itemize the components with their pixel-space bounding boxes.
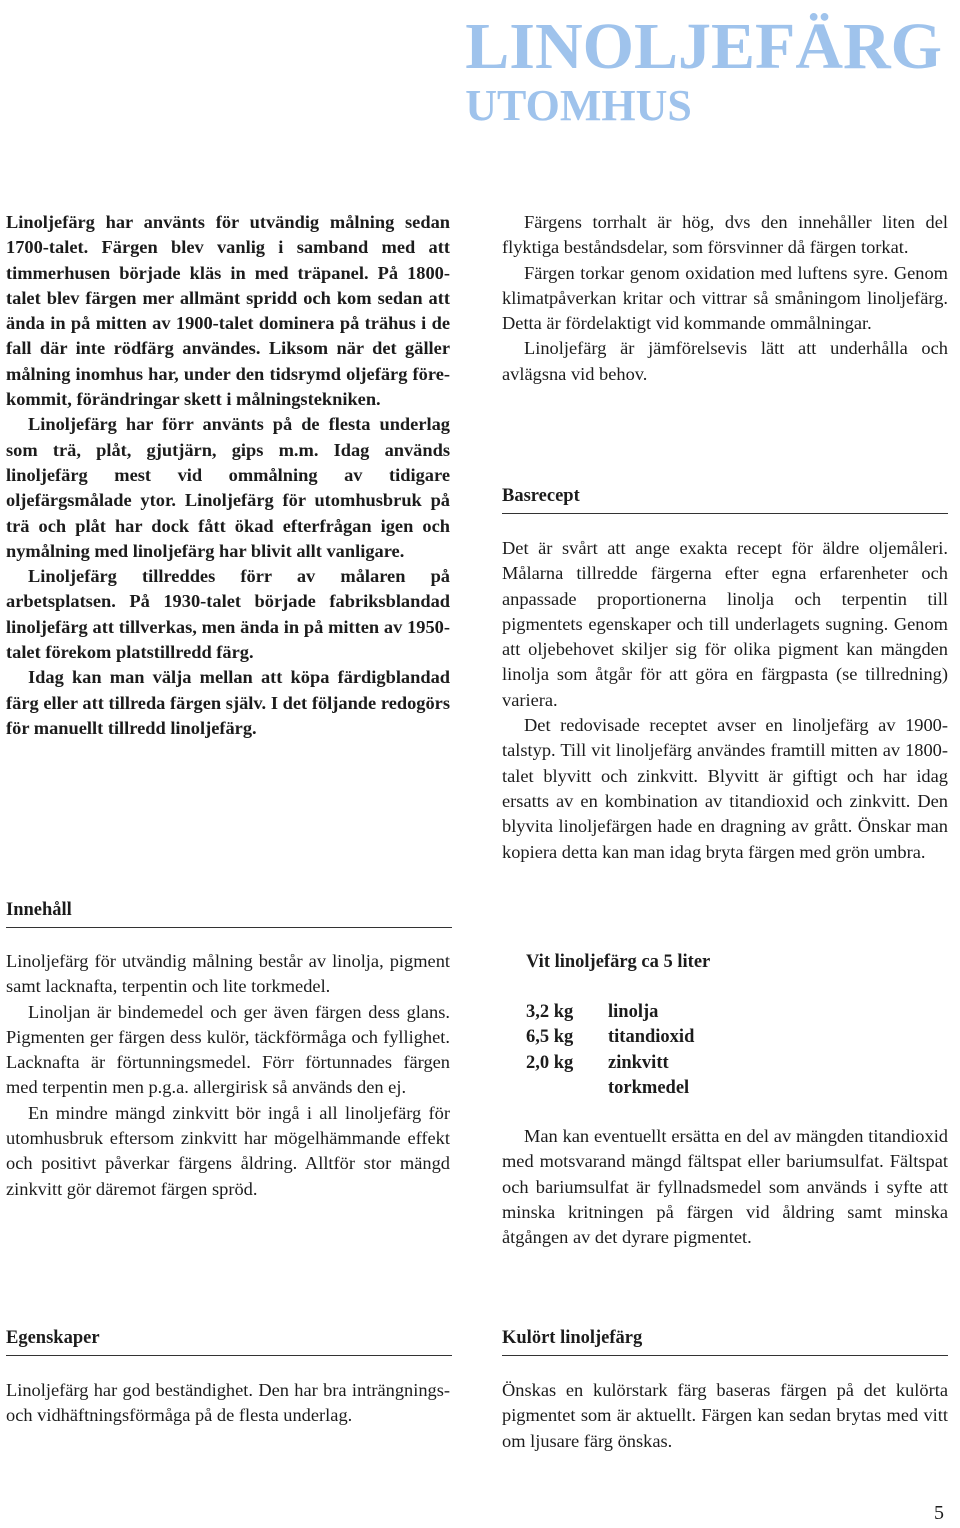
basrecept-section-2 (502, 1124, 948, 1250)
egenskaper-paragraph-1: Linoljefärg har god beständighet. Den har bra inträngnings- och vidhäftningsförmåga på de flesta underlag. (6, 1380, 450, 1426)
innehall-section (6, 949, 450, 1202)
intro-paragraph-3: Linoljefärg tillreddes förr av målaren på arbetsplatsen. På 1930-talet började fabriksblandad linoljefärg att tillverkas, men ända in på mitten av 1950-talet förekom platstillredd färg. (6, 566, 450, 663)
recipe-title: Vit linoljefärg ca 5 liter (526, 952, 711, 972)
kulort-heading: Kulört linoljefärg (502, 1328, 948, 1356)
recipe-amount: 3,2 kg (526, 1002, 574, 1022)
right-paragraph-2: Färgen torkar genom oxidation med luftens syre. Genom klimatpåverkan kritar och vittrar så småningom linoljefärg. Detta är fördelaktigt vid kommande ommålningar. (502, 262, 948, 334)
recipe-row (526, 1076, 694, 1101)
recipe-row (526, 1051, 694, 1076)
intro-section (6, 210, 450, 741)
basrecept-paragraph-1: Det är svårt att ange exakta recept för äldre oljemåleri. Målarna tillredde färgerna efter egna erfarenheter och anpassade proportionerna linolja och terpentin till pigmentets egenskaper och till underlagets sugning. Genom att oljebehovet skiljer sig för olika pigment kan mängden linolja som åtgår för att göra en färgpasta (se tillredning) variera. (502, 538, 948, 710)
recipe-table (526, 1000, 694, 1101)
title-main: LINOLJEFÄRG (465, 10, 942, 83)
innehall-heading: Innehåll (6, 900, 452, 928)
recipe-amount (526, 1076, 608, 1101)
kulort-paragraph-1: Önskas en kulörstark färg baseras färgen på det kulörta pigmentet som är aktuellt. Färgen kan sedan brytas med vitt om ljusare färg önskas. (502, 1380, 948, 1451)
right-top-section (502, 210, 948, 387)
egenskaper-section (6, 1378, 450, 1429)
right-paragraph-3: Linoljefärg är jämförelsevis lätt att underhålla och avlägsna vid behov. (502, 338, 948, 384)
title-sub: UTOMHUS (465, 81, 692, 130)
kulort-section (502, 1378, 948, 1454)
page-title (465, 10, 942, 130)
innehall-paragraph-1: Linoljefärg för utvändig målning består av linolja, pigment samt lacknafta, terpentin och lite torkmedel. (6, 951, 450, 997)
intro-paragraph-4: Idag kan man välja mellan att köpa färdigblandad färg eller att tillreda färgen själv. I det följande redogörs för manuellt tillredd linoljefärg. (6, 667, 450, 738)
basrecept-paragraph-2: Det redovisade receptet avser en linoljefärg av 1900-talstyp. Till vit linoljefärg användes framtill mitten av 1800-talet blyvitt och zinkvitt. Blyvitt är giftigt och har idag ersatts av en kombination av titandioxid och zinkvitt. Den blyvita linoljefärgen hade en dragning av grått. Önskar man kopiera detta kan man idag bryta färgen med grön umbra. (502, 715, 948, 862)
recipe-item: zinkvitt (608, 1052, 669, 1073)
recipe-item: linolja (608, 1002, 659, 1022)
recipe-item: titandioxid (608, 1027, 695, 1048)
intro-paragraph-1: Linoljefärg har använts för utvändig målning sedan 1700-talet. Färgen blev vanlig i samband med att timmerhusen började kläs in med träpanel. På 1800-talet blev färgen mer allmänt spridd och kom sedan att ända in på mitten av 1900-talet dominera på trähus i de fall där inte rödfärg användes. Liksom när det gäller målning inomhus har, under den tidsrymd oljefärg förekommit, förändringar skett i målningstekniken. (6, 212, 450, 410)
innehall-paragraph-3: En mindre mängd zinkvitt bör ingå i all linoljefärg för utomhusbruk eftersom zinkvitt har mögelhämmande effekt och positivt påverkar färgens åldring. Alltför stor mängd zinkvitt gör däremot färgen spröd. (6, 1102, 450, 1199)
recipe-item: torkmedel (608, 1077, 690, 1098)
egenskaper-heading: Egenskaper (6, 1328, 452, 1356)
recipe-amount: 6,5 kg (526, 1027, 574, 1048)
recipe-row (526, 1000, 694, 1025)
basrecept-section (502, 536, 948, 865)
recipe-amount: 2,0 kg (526, 1052, 574, 1073)
basrecept-paragraph-3: Man kan eventuellt ersätta en del av mängden titandioxid med motsvarand mängd fältspat eller bariumsulfat. Fältspat och bariumsulfat är fyllnadsmedel som används i syfte att minska kritningen på färgen vid åldring samt minska åtgången av det dyrare pigmentet. (502, 1126, 948, 1248)
recipe-row (526, 1025, 694, 1050)
intro-paragraph-2: Linoljefärg har förr använts på de flesta underlag som trä, plåt, gjutjärn, gips m.m. Idag används linoljefärg mest vid ommålning av tidigare oljefärgsmålade ytor. Linoljefärg för utomhusbruk på trä och plåt har dock fått ökad efterfrågan igen och nymålning med linoljefärg har blivit allt vanligare. (6, 414, 450, 561)
right-paragraph-1: Färgens torrhalt är hög, dvs den innehåller liten del flyktiga beståndsdelar, som försvinner då färgen torkat. (502, 212, 948, 258)
basrecept-heading: Basrecept (502, 486, 948, 514)
page-number: 5 (934, 1502, 944, 1524)
innehall-paragraph-2: Linoljan är bindemedel och ger även färgen dess glans. Pigmenten ger färgen dess kulör, täckförmåga och fyllighet. Lacknafta är förtunningsmedel. Förr förtunnades färgen med terpentin men p.g.a. allergirisk så används den ej. (6, 1001, 450, 1098)
